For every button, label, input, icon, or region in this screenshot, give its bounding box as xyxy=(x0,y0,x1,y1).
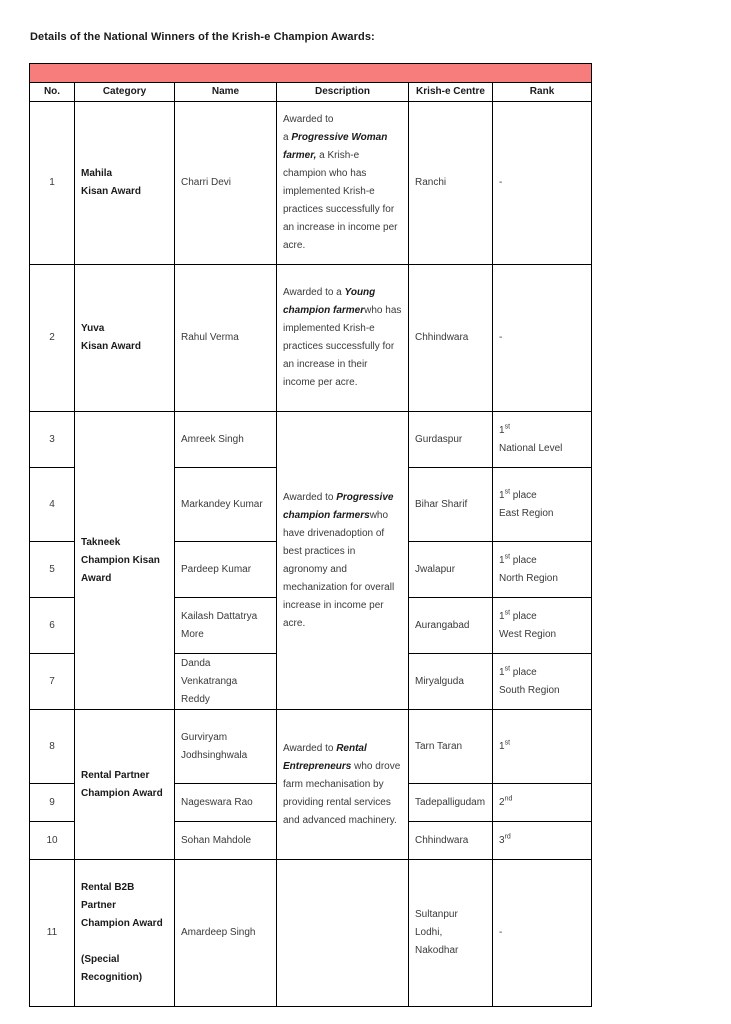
rank-region: West Region xyxy=(499,628,557,640)
rank-region: South Region xyxy=(499,684,560,696)
category-label: Takneek xyxy=(81,536,121,548)
name-cell: Danda Venkatranga Reddy xyxy=(175,654,277,710)
category-label: Champion Award xyxy=(81,918,163,929)
rank-suffix: st xyxy=(504,553,511,561)
name-cell: Kailash Dattatrya More xyxy=(175,598,277,654)
description-highlight: Progressive champion farmers xyxy=(283,491,394,521)
row-number: 9 xyxy=(30,784,75,822)
rank-suffix: st xyxy=(504,739,511,747)
category-label: Yuva xyxy=(81,323,105,334)
row-number: 3 xyxy=(30,412,75,468)
description-text: Awarded to a xyxy=(283,287,345,298)
rank-cell xyxy=(493,710,592,784)
centre-cell: Miryalguda xyxy=(409,654,493,710)
description-text: Awarded to xyxy=(283,114,334,125)
category-label: Champion Kisan xyxy=(81,554,160,566)
table-row xyxy=(30,265,592,412)
col-header-name: Name xyxy=(175,83,277,102)
centre-cell: Bihar Sharif xyxy=(409,468,493,542)
category-label: Mahila xyxy=(81,168,113,179)
rank-cell xyxy=(493,784,592,822)
rank-cell xyxy=(493,468,592,542)
category-label: Champion Award xyxy=(81,787,163,799)
col-header-description: Description xyxy=(277,83,409,102)
col-header-no: No. xyxy=(30,83,75,102)
rank-number: 1 xyxy=(499,740,505,752)
category-cell xyxy=(75,265,175,412)
description-text: a xyxy=(283,132,292,143)
rank-cell: - xyxy=(493,860,592,1007)
rank-cell xyxy=(493,542,592,598)
category-label: Rental B2B xyxy=(81,882,135,893)
rank-cell xyxy=(493,412,592,468)
col-header-category: Category xyxy=(75,83,175,102)
centre-cell: Tarn Taran xyxy=(409,710,493,784)
row-number: 2 xyxy=(30,265,75,412)
category-label: Award xyxy=(81,572,112,584)
table-banner xyxy=(30,64,592,83)
description-highlight: Progressive Woman farmer, xyxy=(283,132,388,161)
rank-cell xyxy=(493,598,592,654)
winners-table xyxy=(29,63,592,1007)
rank-region: North Region xyxy=(499,572,558,584)
rank-cell: - xyxy=(493,265,592,412)
rank-text: place xyxy=(512,666,537,678)
table-header-row xyxy=(30,83,592,102)
row-number: 8 xyxy=(30,710,75,784)
name-cell: Gurviryam Jodhsinghwala xyxy=(175,710,277,784)
rank-suffix: st xyxy=(504,423,511,431)
centre-cell: Sultanpur Lodhi, Nakodhar xyxy=(409,860,493,1007)
centre-cell: Tadepalligudam xyxy=(409,784,493,822)
description-text: Awarded to xyxy=(283,491,337,503)
description-highlight: Rental Entrepreneurs xyxy=(283,742,367,772)
category-cell xyxy=(75,412,175,710)
rank-number: 1 xyxy=(499,666,505,678)
row-number: 6 xyxy=(30,598,75,654)
rank-suffix: nd xyxy=(504,795,513,803)
rank-text: place xyxy=(512,489,537,501)
rank-text: place xyxy=(512,554,537,566)
category-cell xyxy=(75,710,175,860)
name-cell: Sohan Mahdole xyxy=(175,822,277,860)
category-label: Rental Partner xyxy=(81,769,150,781)
rank-number: 2 xyxy=(499,796,505,808)
row-number: 7 xyxy=(30,654,75,710)
name-cell: Rahul Verma xyxy=(175,265,277,412)
centre-cell: Chhindwara xyxy=(409,822,493,860)
table-row xyxy=(30,102,592,265)
category-label: Kisan Award xyxy=(81,186,142,197)
description-cell xyxy=(277,102,409,265)
centre-cell: Gurdaspur xyxy=(409,412,493,468)
description-highlight: Young champion farmer xyxy=(283,287,376,316)
page-heading: Details of the National Winners of the Krish-e Champion Awards: xyxy=(30,31,375,43)
centre-cell: Ranchi xyxy=(409,102,493,265)
category-label: Recognition) xyxy=(81,972,143,983)
row-number: 1 xyxy=(30,102,75,265)
centre-cell: Jwalapur xyxy=(409,542,493,598)
rank-suffix: rd xyxy=(504,833,511,841)
name-cell: Amreek Singh xyxy=(175,412,277,468)
rank-number: 1 xyxy=(499,554,505,566)
name-cell: Amardeep Singh xyxy=(175,860,277,1007)
rank-number: 1 xyxy=(499,610,505,622)
row-number: 11 xyxy=(30,860,75,1007)
rank-cell: - xyxy=(493,102,592,265)
col-header-rank: Rank xyxy=(493,83,592,102)
row-number: 4 xyxy=(30,468,75,542)
row-number: 5 xyxy=(30,542,75,598)
rank-region: East Region xyxy=(499,507,554,519)
category-label: Kisan Award xyxy=(81,341,142,352)
name-cell: Markandey Kumar xyxy=(175,468,277,542)
rank-number: 1 xyxy=(499,489,505,501)
table-row xyxy=(30,710,592,784)
name-cell: Charri Devi xyxy=(175,102,277,265)
centre-cell: Aurangabad xyxy=(409,598,493,654)
name-cell: Pardeep Kumar xyxy=(175,542,277,598)
rank-number: 1 xyxy=(499,424,505,436)
description-text: a Krish-e champion who has implemented Krish-e practices successfully for an increase in income per acre. xyxy=(283,150,398,251)
description-cell xyxy=(277,710,409,860)
description-text: who have drivenadoption of best practices in agronomy and mechanization for overall increase in income per acre. xyxy=(283,509,395,629)
description-text: who has implemented Krish-e practices successfully for an increase in their income per acre. xyxy=(283,305,402,388)
table-row xyxy=(30,860,592,1007)
description-cell xyxy=(277,265,409,412)
category-label: Partner xyxy=(81,900,117,911)
description-cell xyxy=(277,860,409,1007)
description-cell xyxy=(277,412,409,710)
rank-cell xyxy=(493,654,592,710)
table-row xyxy=(30,412,592,468)
rank-cell xyxy=(493,822,592,860)
col-header-centre: Krish-e Centre xyxy=(409,83,493,102)
row-number: 10 xyxy=(30,822,75,860)
centre-cell: Chhindwara xyxy=(409,265,493,412)
category-label: (Special xyxy=(81,954,120,965)
category-cell xyxy=(75,102,175,265)
rank-suffix: st xyxy=(504,488,511,496)
rank-text: National Level xyxy=(499,442,563,454)
name-cell: Nageswara Rao xyxy=(175,784,277,822)
rank-number: 3 xyxy=(499,834,505,846)
description-text: who drove farm mechanisation by providing rental services and advanced machinery. xyxy=(283,760,401,826)
rank-suffix: st xyxy=(504,665,511,673)
category-cell xyxy=(75,860,175,1007)
rank-text: place xyxy=(512,610,537,622)
rank-suffix: st xyxy=(504,609,511,617)
description-text: Awarded to xyxy=(283,742,337,754)
